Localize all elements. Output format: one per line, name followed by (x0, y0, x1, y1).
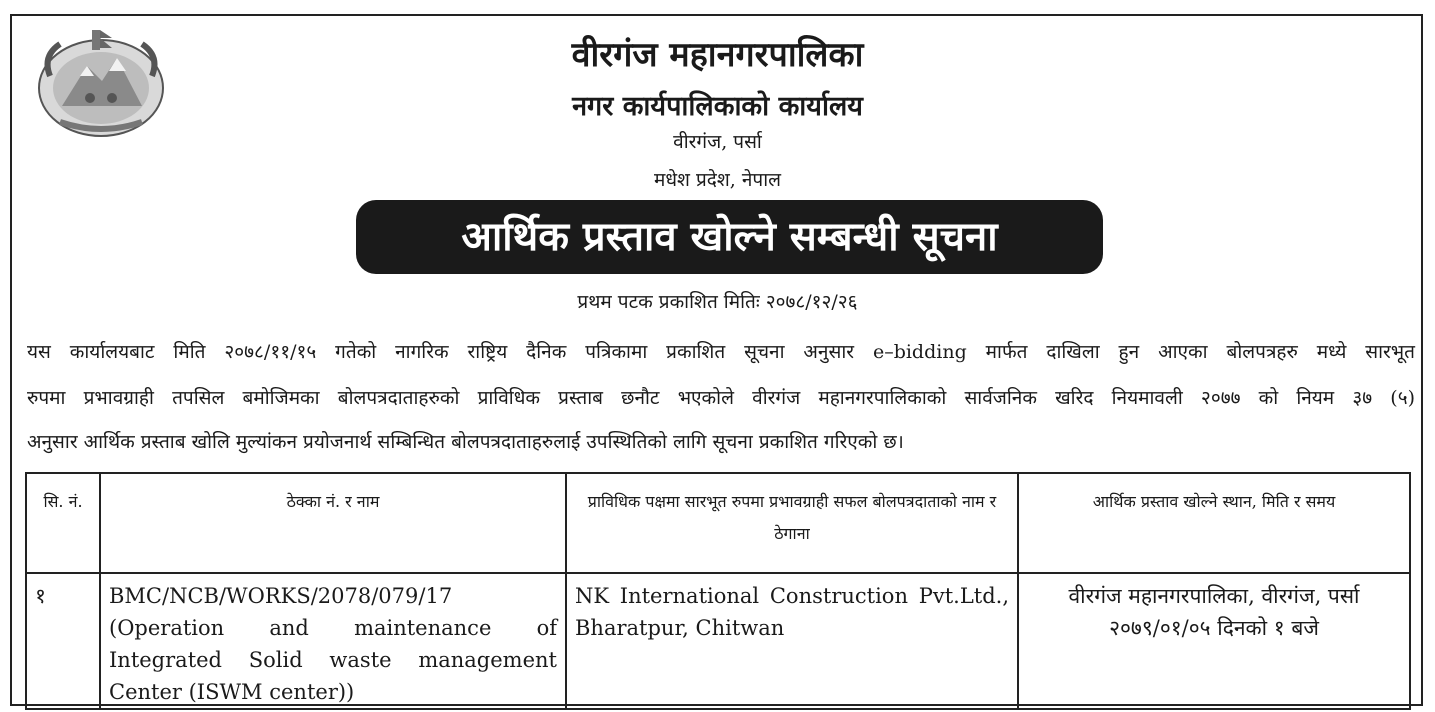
office-location: वीरगंज, पर्सा (673, 131, 762, 153)
tender-table (25, 472, 1411, 710)
header-bidder: प्राविधिक पक्षमा सारभूत रुपमा प्रभावग्राही सफल बोलपत्रदाताको नाम र ठेगाना (566, 473, 1018, 573)
header-serial-number: सि. नं. (26, 473, 100, 573)
table-header-row (26, 473, 1410, 573)
serial-number-cell: १ (26, 573, 100, 709)
header-venue-datetime: आर्थिक प्रस्ताव खोल्ने स्थान, मिति र समय (1018, 473, 1410, 573)
venue-datetime-cell (1018, 573, 1410, 709)
table-row (26, 573, 1410, 709)
notice-body-line-3: अनुसार आर्थिक प्रस्ताब खोलि मुल्यांकन प्रयोजनार्थ सम्बिन्धित बोलपत्रदाताहरुलाई उपस्थितिको लागि सूचना प्रकाशित गरिएको छ। (27, 431, 904, 453)
municipality-title: वीरगंज महानगरपालिका (571, 35, 864, 75)
province-line: मधेश प्रदेश, नेपाल (653, 169, 782, 191)
published-date: प्रथम पटक प्रकाशित मितिः २०७८/१२/२६ (577, 291, 858, 313)
contract-cell: BMC/NCB/WORKS/2078/079/17 (Operation and maintenance of Integrated Solid waste management Center (ISWM center)) (100, 573, 566, 709)
office-title: नगर कार्यपालिकाको कार्यालय (572, 91, 863, 122)
notice-body-line-2: रुपमा प्रभावग्राही तपसिल बमोजिमका बोलपत्रदाताहरुको प्राविधिक प्रस्ताब छनौट भएकोले वीरगंज महानगरपालिकाको सार्वजनिक खरिद नियमावली २०७७ को नियम ३७ (५) (27, 387, 1415, 409)
bidder-cell: NK International Construction Pvt.Ltd., Bharatpur, Chitwan (566, 573, 1018, 709)
notice-title-banner: आर्थिक प्रस्ताव खोल्ने सम्बन्धी सूचना (356, 200, 1103, 274)
venue-text: वीरगंज महानगरपालिका, वीरगंज, पर्सा (1068, 584, 1360, 608)
notice-body-line-1: यस कार्यालयबाट मिति २०७८/११/१५ गतेको नागरिक राष्ट्रिय दैनिक पत्रिकामा प्रकाशित सूचना अनुसार e–bidding मार्फत दाखिला हुन आएका बोलपत्रहरु मध्ये सारभूत (27, 341, 1415, 363)
datetime-text: २०७९/०१/०५ दिनको १ बजे (1109, 616, 1319, 640)
header-contract: ठेक्का नं. र नाम (100, 473, 566, 573)
